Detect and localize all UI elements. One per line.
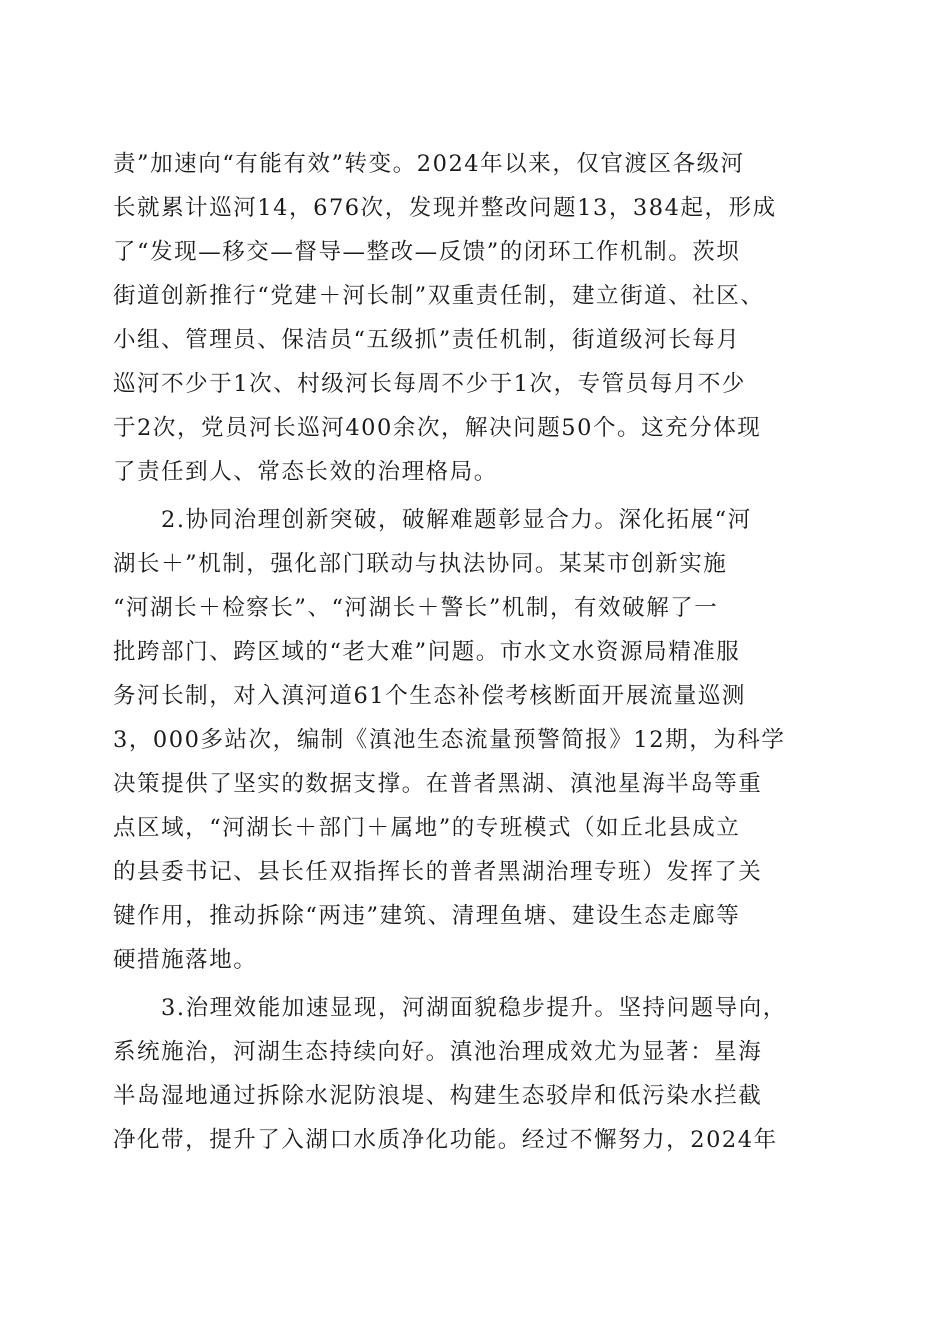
text-line: 了“发现—移交—督导—整改—反馈”的闭环工作机制。茨坝: [113, 239, 741, 265]
text-line: 的县委书记、县长任双指挥长的普者黑湖治理专班）发挥了关: [113, 859, 763, 885]
text-line: 巡河不少于1次、村级河长每周不少于1次，专管员每月不少: [113, 371, 746, 397]
text-line: 小组、管理员、保洁员“五级抓”责任机制，街道级河长每月: [113, 327, 741, 353]
text-line: 批跨部门、跨区域的“老大难”问题。市水文水资源局精准服: [113, 639, 741, 665]
text-line: 硬措施落地。: [113, 947, 258, 973]
text-line: 键作用，推动拆除“两违”建筑、清理鱼塘、建设生态走廊等: [113, 903, 741, 929]
text-line: 责”加速向“有能有效”转变。2024年以来，仅官渡区各级河: [113, 151, 745, 177]
text-line: 点区域，“河湖长＋部门＋属地”的专班模式（如丘北县成立: [113, 815, 741, 841]
paragraph-3-heading-line: 3.治理效能加速显现，河湖面貌稳步提升。坚持问题导向，: [161, 995, 787, 1021]
text-line: “河湖长＋检察长”、“河湖长＋警长”机制，有效破解了一: [113, 595, 719, 621]
text-line: 长就累计巡河14，676次，发现并整改问题13，384起，形成: [113, 195, 777, 221]
text-line: 系统施治，河湖生态持续向好。滇池治理成效尤为显著：星海: [113, 1039, 763, 1065]
text-line: 湖长＋”机制，强化部门联动与执法协同。某某市创新实施: [113, 551, 728, 577]
text-line: 于2次，党员河长巡河400余次，解决问题50个。这充分体现: [113, 415, 762, 441]
text-line: 半岛湿地通过拆除水泥防浪堤、构建生态驳岸和低污染水拦截: [113, 1083, 763, 1109]
text-line: 净化带，提升了入湖口水质净化功能。经过不懈努力，2024年: [113, 1127, 778, 1153]
text-line: 3，000多站次，编制《滇池生态流量预警简报》12期，为科学: [113, 727, 786, 753]
text-line: 街道创新推行“党建＋河长制”双重责任制，建立街道、社区、: [113, 283, 765, 309]
text-line: 了责任到人、常态长效的治理格局。: [113, 459, 498, 485]
text-line: 务河长制，对入滇河道61个生态补偿考核断面开展流量巡测: [113, 683, 746, 709]
paragraph-2-heading-line: 2.协同治理创新突破，破解难题彰显合力。深化拓展“河: [161, 507, 752, 533]
text-line: 决策提供了坚实的数据支撑。在普者黑湖、滇池星海半岛等重: [113, 771, 763, 797]
